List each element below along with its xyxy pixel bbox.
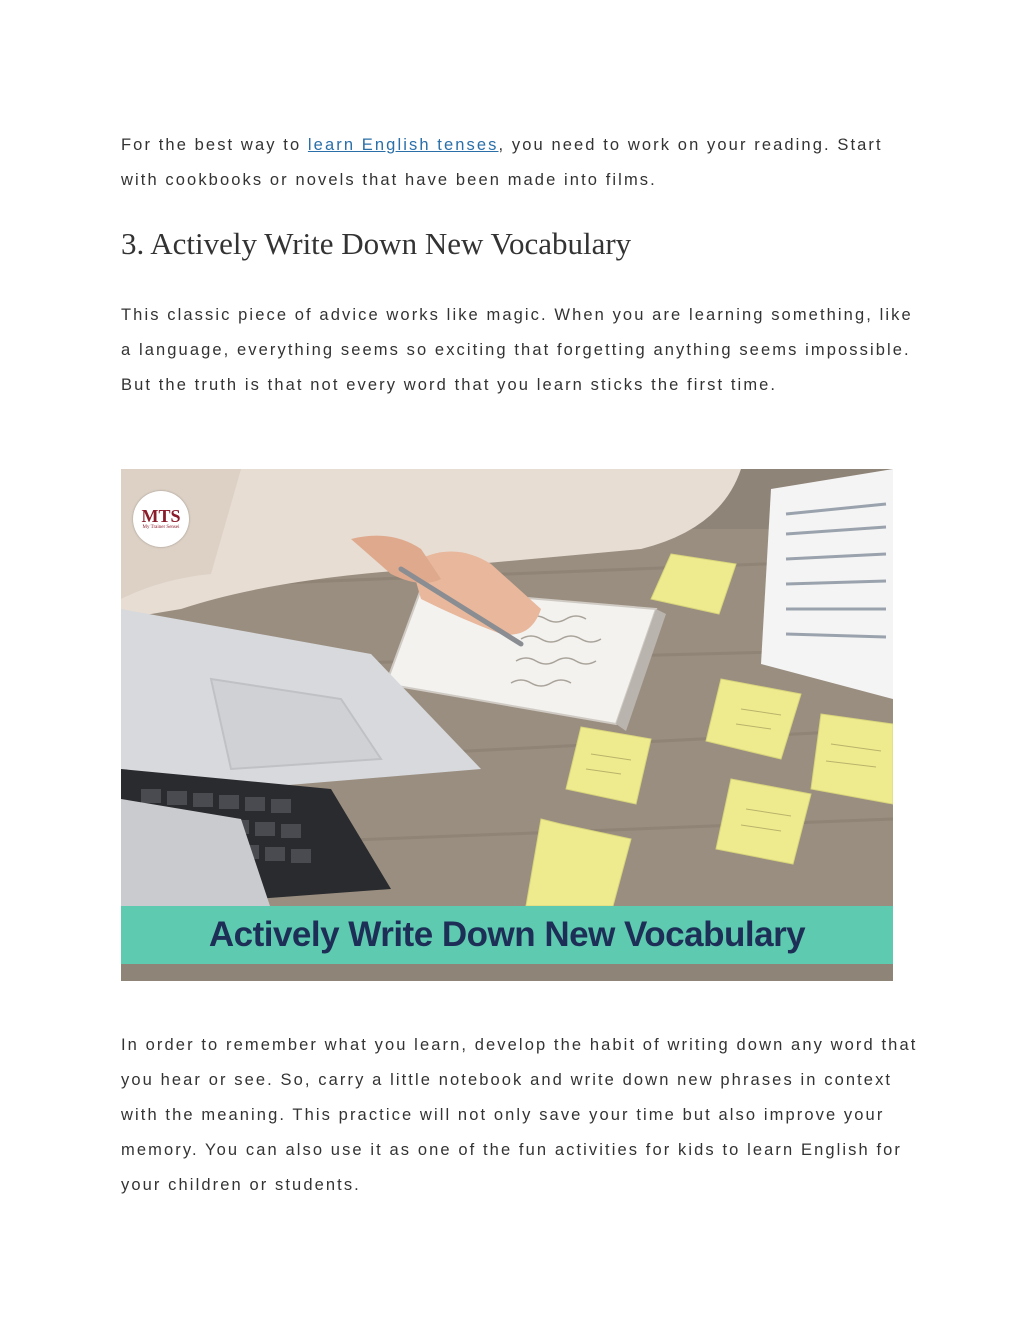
article-image — [121, 469, 893, 981]
section-heading: 3. Actively Write Down New Vocabulary — [121, 226, 632, 261]
desk-illustration — [121, 469, 893, 981]
image-banner-text: Actively Write Down New Vocabulary — [208, 915, 806, 954]
intro-text-after: , you need to work on your reading. Start with cookbooks or novels that have been made into films. — [121, 136, 883, 189]
logo-mark: MTS — [141, 506, 181, 526]
logo-subtitle: My Trainer Sensei — [142, 525, 180, 530]
learn-english-tenses-link[interactable]: learn English tenses — [307, 136, 499, 154]
intro-text-before: For the best way to — [121, 136, 308, 154]
paragraph-1: This classic piece of advice works like magic. When you are learning something, like a language, everything seems so exciting that forgetting anything seems impossible. But the truth is that not every word that you learn sticks the first time. — [121, 306, 913, 394]
image-banner — [121, 906, 893, 964]
mts-logo — [133, 491, 189, 547]
intro-paragraph — [121, 128, 921, 198]
paragraph-2: In order to remember what you learn, develop the habit of writing down any word that you hear or see. So, carry a little notebook and write down new phrases in context with the meaning. This practice will not only save your time but also improve your memory. You can also use it as one of the fun activities for kids to learn English for your children or students. — [121, 1036, 918, 1194]
